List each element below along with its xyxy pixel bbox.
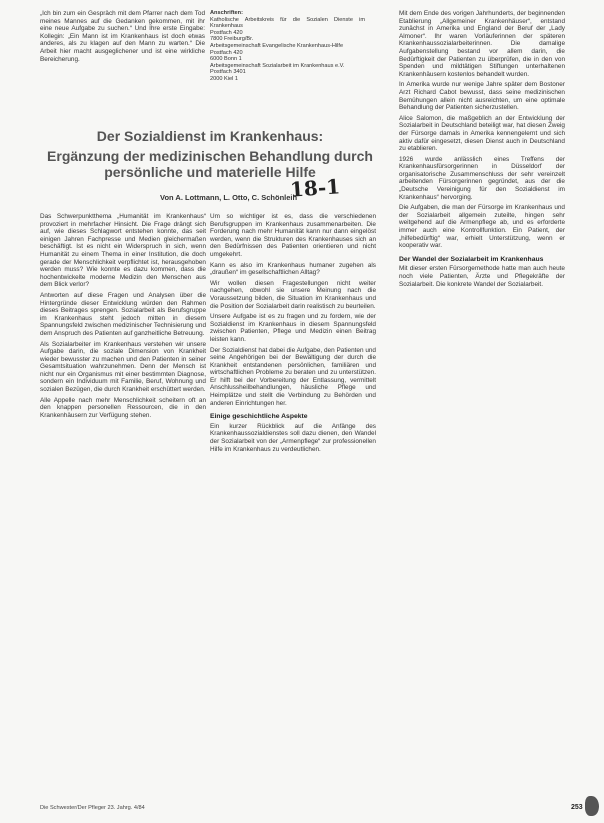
paragraph: Mit dem Ende des vorigen Jahrhunderts, der beginnenden Etablierung „Allgemeiner Krankenhäuser“, entstand zunächst in Amerika und England der Beruf der „Lady Almoner“. Ihr waren Vorläuferinnen der späteren Krankenhaussozialarbeiterinnen. Die damalige Aufgabenstellung bestand vor allem darin, die Bedürftigkeit der Patienten zu überprüfen, die in den von Spenden und mildtätigen Stiftungen unterhaltenen Krankenhäusern kostenlos behandelt wurden. [399, 10, 565, 78]
address-line: Katholische Arbeitskreis für die Sozialen Dienste im Krankenhaus [210, 16, 365, 30]
addresses-box [210, 10, 365, 83]
column-1 [40, 213, 206, 422]
paragraph: Der Sozialdienst hat dabei die Aufgabe, den Patienten und seine Angehörigen bei der Bewältigung der durch die Krankheit entstandenen persönlichen, familiären und wirtschaftlichen Probleme zu beraten und zu unterstützen. Er hilft bei der Vorbereitung der Entlassung, vermittelt Anschlussheilbehandlungen, häusliche Pflege und Heimplätze und stellt die Verbindung zu Behörden und anderen Einrichtungen her. [210, 346, 376, 407]
paragraph: 1926 wurde anlässlich eines Treffens der Krankenhausfürsorgerinnen in Düsseldorf der organisatorische Zusammenschluss der sehr vereinzelt arbeitenden Fürsorgerinnen gegründet, aus der die „Deutsche Vereinigung für den Sozialdienst im Krankenhaus“ hervorging. [399, 155, 565, 201]
column-3 [399, 10, 565, 291]
column-2 [210, 213, 376, 456]
paragraph: Mit dieser ersten Fürsorgemethode hatte man auch heute noch viele Patienten, Ärzte und Pflegekräfte der Sozialarbeit. Die konkrete Wandel der Sozialarbeit. [399, 265, 565, 288]
paragraph: Das Schwerpunktthema „Humanität im Krankenhaus“ provoziert in mehrfacher Hinsicht. Die Frage drängt sich auf, wie dieses Schlagwort entstehen konnte, das seit einigen Jahren Fachpresse und Medien gleichermaßen beschäftigt. Ist es nicht ein Widerspruch in sich, wenn Humanität zu einem Thema in einer Institution, die doch gerade der Menschlichkeit verpflichtet ist, herausgehoben werden muss? Wie konnte es dazu kommen, dass die hochentwickelte moderne Medizin den Menschen aus dem Blick verlor? [40, 213, 206, 289]
paragraph: Wir wollen diesen Fragestellungen nicht weiter nachgehen, obwohl sie unsere Meinung nach die Voraussetzung bilden, die Situation im Krankenhaus und die Position der Sozialarbeit darin realistisch zu beurteilen. [210, 279, 376, 310]
paragraph: Unsere Aufgabe ist es zu fragen und zu fordern, wie der Sozialdienst im Krankenhaus in diesem Spannungsfeld zwischen Patienten, Pflege und Medizin einen Beitrag leisten kann. [210, 313, 376, 343]
paragraph: Alle Appelle nach mehr Menschlichkeit scheitern oft an den knappen personellen Ressourcen, die in den Krankenhäusern zur Verfügung stehen. [40, 396, 206, 419]
address-line: Postfach 3401 [210, 69, 246, 76]
page-number: 253 [571, 804, 583, 811]
paragraph: In Amerika wurde nur wenige Jahre später dem Bostoner Arzt Richard Cabot bewusst, dass seine medizinischen Bemühungen allein nicht ausreichten, um eine optimale Behandlung der Patienten sicherzustellen. [399, 81, 565, 112]
address-line: Postfach 420 [210, 49, 243, 56]
intro-paragraph: „Ich bin zum ein Gespräch mit dem Pfarrer nach dem Tod meines Mannes auf die Gedanken gekommen, mit ihr eine neue Aufgabe zu suchen.“ Und Ihre erste Eingabe: Kollegin: „Ein Mann ist im Krankenhaus ist doch etwas anderes, als zu klagen auf den Mann zu warten.“ Die Arbeit hier macht ausgeglichener und ist eine wirkliche Bereicherung. [40, 10, 205, 63]
article-title [40, 128, 380, 180]
address-line: 7800 Freiburg/Br. [210, 36, 254, 43]
addresses-heading: Anschriften: [210, 10, 243, 16]
section-heading: Einige geschichtliche Aspekte [210, 413, 308, 421]
address-line: Arbeitsgemeinschaft Evangelische Krankenhaus-Hilfe [210, 42, 344, 49]
paragraph: Ein kurzer Rückblick auf die Anfänge des Krankenhaussozialdienstes soll dazu dienen, den Wandel der Sozialarbeit von der „Armenpflege“ zur professionellen Hilfe im Krankenhaus zu verdeutlichen. [210, 422, 376, 453]
paragraph: Antworten auf diese Fragen und Analysen über die Hintergründe dieser Entwicklung würden den Rahmen dieses Beitrages sprengen. Sozialarbeit als Berufsgruppe im Krankenhaus steht jedoch mitten in diesem Spannungsfeld zwischen medizinischer Technisierung und dem Anspruch des Patienten auf ganzheitliche Betreuung. [40, 291, 206, 337]
address-line: 6000 Bonn 1 [210, 56, 242, 63]
section-heading: Der Wandel der Sozialarbeit im Krankenhaus [399, 255, 544, 263]
journal-footer: Die Schwester/Der Pfleger 23. Jahrg. 4/84 [40, 805, 145, 811]
title-line-2: Ergänzung der medizinischen Behandlung durch persönliche und materielle Hilfe [47, 148, 373, 180]
paragraph: Kann es also im Krankenhaus humaner zugehen als „draußen“ im gesellschaftlichen Alltag? [210, 261, 376, 277]
title-line-1: Der Sozialdienst im Krankenhaus: [96, 128, 324, 144]
paragraph: Als Sozialarbeiter im Krankenhaus verstehen wir unsere Aufgabe darin, die soziale Dimension von Krankheit wieder bewusster zu machen und den Patienten in seiner Gesamtsituation wahrzunehmen. Denn der Mensch ist nicht nur ein Organismus mit einer bestimmten Diagnose, sondern ein Individuum mit Familie, Beruf, Wohnung und sozialen Bezügen, die durch Krankheit erschüttert werden. [40, 340, 206, 394]
article-authors: Von A. Lottmann, L. Otto, C. Schönleih [160, 193, 298, 202]
handwritten-annotation: 18-1 [289, 174, 341, 202]
address-line: Postfach 420 [210, 29, 243, 36]
paragraph: Um so wichtiger ist es, dass die verschiedenen Berufsgruppen im Krankenhaus zusammenarbeiten. Die Forderung nach mehr Humanität kann nur dann eingelöst werden, wenn die Strukturen des Krankenhauses sich an den Bedürfnissen des Patienten orientieren und nicht umgekehrt. [210, 213, 376, 258]
paragraph: Die Aufgaben, die man der Fürsorge im Krankenhaus und der Sozialarbeit allgemein zuteilte, hingen sehr weitgehend auf die Armenpflege ab, und es erforderte immer auch eine Kontrollfunktion. Ein Patient, der „hilfebedürftig“ war, erhielt Unterstützung, wenn er kooperativ war. [399, 204, 565, 250]
address-line: Arbeitsgemeinschaft Sozialarbeit im Krankenhaus e.V. [210, 62, 345, 69]
ink-blot [585, 796, 599, 816]
paragraph: Alice Salomon, die maßgeblich an der Entwicklung der Sozialarbeit in Deutschland beteiligt war, hat diesen Zweig der Fürsorge damals in Amerika kennengelernt und sich aktiv dafür eingesetzt, diesen Dienst auch in Deutschland zu etablieren. [399, 114, 565, 153]
address-line: 2000 Kiel 1 [210, 75, 238, 82]
